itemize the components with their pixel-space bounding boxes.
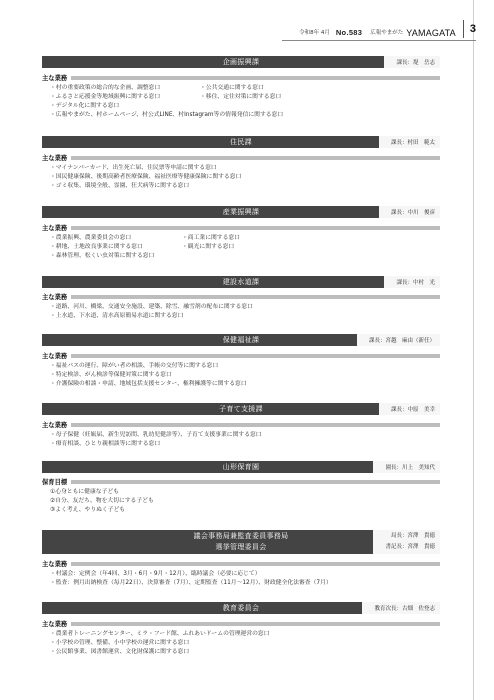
duty-item: ・公民館事業、図書館運営、文化財保護に関する窓口 — [50, 649, 190, 655]
duty-item: ・耕地、土地改良事業に関する窓口 — [50, 244, 143, 250]
duty-item: ・広報やまがた、村ホームページ、村公式LINE、村Instagram等の情報発信に関する窓口 — [50, 112, 284, 118]
dept-bar-gikai — [42, 530, 440, 554]
section-rule — [71, 226, 440, 230]
page-edge-line — [473, 0, 474, 700]
dept-name: 山形保育園 — [222, 463, 260, 471]
dept-bar-hoikuen — [42, 461, 440, 473]
section-title: 主な業務 — [42, 75, 68, 82]
goal-item: ②自分、友だち、物を大切にする子ども — [50, 498, 154, 504]
duty-list-kyoiku — [50, 630, 440, 657]
section-title: 主な業務 — [42, 294, 68, 301]
duty-row — [50, 84, 440, 93]
goal-row — [50, 497, 440, 506]
duty-row — [50, 648, 440, 657]
dept-bar-kyoiku — [42, 602, 440, 614]
duty-list-kensetsu — [50, 303, 440, 321]
duty-item: ・移住、定住対策に関する窓口 — [200, 94, 282, 100]
dept-name: 議会事務局兼監査委員事務局 — [193, 532, 289, 540]
dept-name: 建設水道課 — [222, 278, 260, 286]
duty-item: ・村の重要政策の総合的な企画、調整窓口 — [50, 85, 161, 91]
header-rule — [282, 40, 476, 41]
duty-item: ・療育相談、ひとり親相談等に関する窓口 — [50, 441, 161, 447]
duty-row — [50, 102, 440, 111]
dept-bar-kosodate — [42, 403, 440, 415]
duty-row — [50, 630, 440, 639]
brand-wordmark: YAMAGATA — [406, 28, 456, 38]
duty-row — [50, 371, 440, 380]
duty-row — [50, 431, 440, 440]
page-header — [299, 20, 476, 38]
duty-list-hoken — [50, 362, 440, 389]
duty-item: ・母子保健（妊娠届、新生児訪問、乳幼児健診等）、子育て支援事業に関する窓口 — [50, 432, 262, 438]
page-number: 3 — [463, 20, 476, 38]
dept-bar-jumin — [42, 136, 440, 148]
dept-bar-kikaku — [42, 56, 440, 68]
duty-item: ・ゴミ収集、環境全般、霊園、狂犬病等に関する窓口 — [50, 183, 190, 189]
duty-item: ・国民健康保険、後期高齢者医療保険、福祉医療等健康保険に関する窓口 — [50, 174, 242, 180]
dept-name: 教育委員会 — [222, 604, 260, 612]
duty-row — [50, 182, 440, 191]
dept-name: 子育て支援課 — [219, 405, 263, 413]
goal-list-hoikuen — [50, 488, 440, 515]
duty-item: ・福祉バスの運行、障がい者の相談、手帳の交付等に関する窓口 — [50, 363, 219, 369]
duty-item: ・道路、河川、橋梁、交通安全施設、建築、除雪、融雪剤の配布に関する窓口 — [50, 304, 253, 310]
section-rule — [71, 622, 440, 626]
dept-head: 課長：宮越 麻由（新任） — [357, 334, 440, 346]
section-label — [42, 559, 440, 568]
duty-item: ・農業者トレーニングセンター、ミラ・フード館、ふれあいドームの管理運営の窓口 — [50, 631, 270, 637]
duty-item: ・小学校の管理、整備、小中学校の運営に関する窓口 — [50, 640, 190, 646]
duty-row — [50, 570, 440, 579]
duty-item: ・マイナンバーカード、出生死亡届、住民票等申請に関する窓口 — [50, 165, 217, 171]
section-label — [42, 351, 440, 360]
dept-head-secondary: 書記長：宮澤 貴徳 — [385, 544, 435, 550]
section-rule — [71, 423, 440, 427]
section-label — [42, 420, 440, 429]
duty-item: ・デジタル化に関する窓口 — [50, 103, 120, 109]
section-title: 保育目標 — [42, 479, 68, 486]
duty-item: ・商工業に関する窓口 — [182, 235, 240, 241]
duty-row — [50, 164, 440, 173]
duty-list-gikai — [50, 570, 440, 588]
duty-list-kikaku — [50, 84, 440, 120]
duty-row — [50, 579, 440, 588]
duty-row — [50, 243, 440, 252]
issue-date: 令和8年 4月 — [299, 30, 330, 36]
dept-name-secondary: 選挙管理委員会 — [215, 543, 267, 551]
section-title: 主な業務 — [42, 561, 68, 568]
goal-row — [50, 506, 440, 515]
goal-item: ①心身ともに健康な子ども — [50, 489, 119, 495]
duty-item: ・監査：例月出納検査（毎月22日）、決算審査（7月）、定期監査（11月～12月）、財政健全化法審査（7月） — [50, 580, 332, 586]
section-rule — [71, 480, 440, 484]
section-title: 主な業務 — [42, 225, 68, 232]
section-title: 主な業務 — [42, 621, 68, 628]
dept-bar-kensetsu — [42, 276, 440, 288]
section-rule — [71, 354, 440, 358]
dept-head: 局長：宮澤 貴徳 — [390, 533, 435, 539]
dept-head: 園長：川上 美知代 — [373, 461, 440, 473]
section-title: 主な業務 — [42, 422, 68, 429]
section-rule — [71, 295, 440, 299]
goal-item: ③よく考え、やりぬく子ども — [50, 507, 126, 513]
section-title: 主な業務 — [42, 353, 68, 360]
dept-head: 課長：中村 光 — [384, 276, 440, 288]
duty-item: ・村議会：定例会（年4回、3月・6月・9月・12月）、臨時議会（必要に応じて） — [50, 571, 261, 577]
duty-item: ・介護保険の相談・申請、地域包括支援センター、権利擁護等に関する窓口 — [50, 381, 247, 387]
duty-row — [50, 380, 440, 389]
duty-list-jumin — [50, 164, 440, 191]
duty-list-sangyo — [50, 234, 440, 261]
dept-name: 住民課 — [230, 138, 252, 146]
duty-row — [50, 440, 440, 449]
duty-item: ・ふるさと応援金等地域振興に関する窓口 — [50, 94, 161, 100]
section-rule — [71, 562, 440, 566]
section-title: 主な業務 — [42, 155, 68, 162]
dept-head: 課長：中原 美幸 — [379, 403, 440, 415]
duty-item: ・特定検診、がん検診等保健対策に関する窓口 — [50, 372, 172, 378]
issue-number: No.583 — [335, 28, 363, 37]
section-label — [42, 223, 440, 232]
duty-row — [50, 362, 440, 371]
duty-row — [50, 303, 440, 312]
duty-row — [50, 252, 440, 261]
section-label — [42, 153, 440, 162]
duty-row — [50, 93, 440, 102]
goal-row — [50, 488, 440, 497]
dept-name: 企画振興課 — [222, 58, 260, 66]
duty-item: ・上水道、下水道、清水高原簡易水道に関する窓口 — [50, 313, 184, 319]
section-rule — [71, 156, 440, 160]
dept-head: 課長：中川 俊彦 — [379, 206, 440, 218]
duty-row — [50, 312, 440, 321]
dept-head: 課長：村田 範太 — [379, 136, 440, 148]
duty-item: ・観光に関する窓口 — [182, 244, 235, 250]
dept-head: 課長：堤 岳志 — [384, 56, 440, 68]
section-label — [42, 477, 440, 486]
section-rule — [71, 76, 440, 80]
dept-name: 産業振興課 — [222, 208, 260, 216]
section-label — [42, 73, 440, 82]
dept-head: 教育次長：古畑 佐登志 — [362, 602, 440, 614]
magazine-name: 広報やまがた — [370, 30, 404, 36]
duty-item: ・森林管理、松くい虫対策に関する窓口 — [50, 253, 155, 259]
duty-item: ・農業振興、農業委員会の窓口 — [50, 235, 132, 241]
duty-row — [50, 234, 440, 243]
dept-bar-sangyo — [42, 206, 440, 218]
duty-item: ・公共交通に関する窓口 — [200, 85, 264, 91]
duty-row — [50, 111, 440, 120]
duty-list-kosodate — [50, 431, 440, 449]
section-label — [42, 292, 440, 301]
duty-row — [50, 639, 440, 648]
dept-head-box — [373, 530, 440, 554]
dept-bar-hoken — [42, 334, 440, 346]
dept-name: 保健福祉課 — [222, 336, 260, 344]
duty-row — [50, 173, 440, 182]
section-label — [42, 619, 440, 628]
